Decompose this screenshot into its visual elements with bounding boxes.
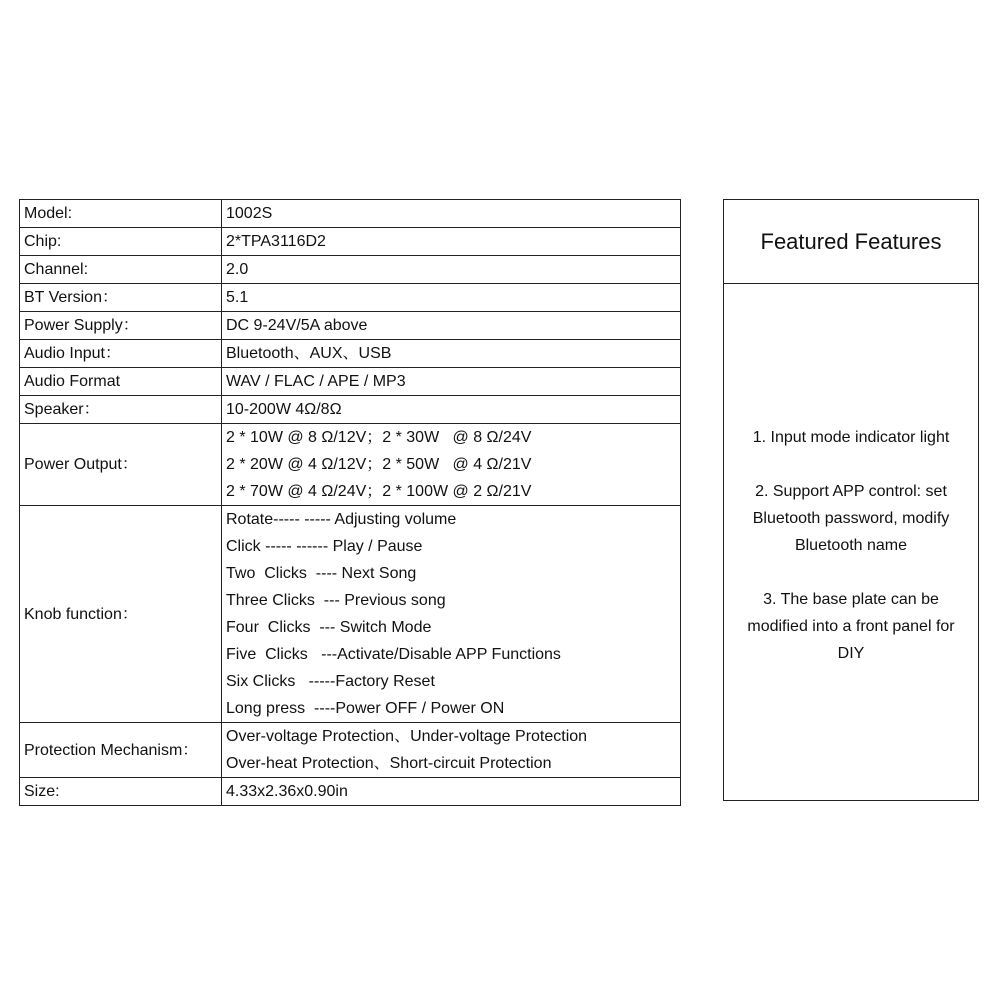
spec-value bbox=[222, 778, 681, 806]
spec-value bbox=[222, 396, 681, 424]
spec-label: Knob function： bbox=[20, 506, 222, 723]
spec-value-line: Long press ----Power OFF / Power ON bbox=[226, 700, 505, 717]
spec-value bbox=[222, 228, 681, 256]
spec-row bbox=[20, 340, 681, 368]
feature-item: 1. Input mode indicator light bbox=[752, 429, 950, 446]
spec-value-line: 2 * 10W @ 8 Ω/12V；2 * 30W @ 8 Ω/24V bbox=[226, 429, 532, 446]
spec-value bbox=[222, 256, 681, 284]
spec-value-line: Four Clicks --- Switch Mode bbox=[226, 619, 432, 636]
spec-row bbox=[20, 200, 681, 228]
spec-value-line: 1002S bbox=[226, 205, 273, 222]
spec-value bbox=[222, 368, 681, 396]
spec-value bbox=[222, 312, 681, 340]
spec-value bbox=[222, 340, 681, 368]
spec-row bbox=[20, 723, 681, 778]
feature-item: 3. The base plate can be modified into a front panel for DIY bbox=[747, 591, 955, 662]
spec-value-line: 2*TPA3116D2 bbox=[226, 233, 326, 250]
spec-row bbox=[20, 424, 681, 506]
spec-label: Chip: bbox=[20, 228, 222, 256]
feature-item: 2. Support APP control: set Bluetooth password, modify Bluetooth name bbox=[752, 483, 950, 554]
spec-value-line: 2.0 bbox=[226, 261, 249, 278]
spec-value-line: Over-heat Protection、Short-circuit Protection bbox=[226, 755, 552, 772]
spec-row bbox=[20, 228, 681, 256]
spec-value-line: Over-voltage Protection、Under-voltage Protection bbox=[226, 728, 588, 745]
spec-value bbox=[222, 284, 681, 312]
spec-row bbox=[20, 396, 681, 424]
spec-value-line: Five Clicks ---Activate/Disable APP Functions bbox=[226, 646, 561, 663]
spec-value-line: 2 * 70W @ 4 Ω/24V；2 * 100W @ 2 Ω/21V bbox=[226, 483, 532, 500]
featured-features-title: Featured Features bbox=[724, 200, 978, 284]
spec-value-line: Rotate----- ----- Adjusting volume bbox=[226, 511, 457, 528]
featured-features-list bbox=[724, 424, 978, 694]
spec-value-line: DC 9-24V/5A above bbox=[226, 317, 368, 334]
spec-value-line: 2 * 20W @ 4 Ω/12V；2 * 50W @ 4 Ω/21V bbox=[226, 456, 532, 473]
spec-label: Audio Format bbox=[20, 368, 222, 396]
spec-row bbox=[20, 778, 681, 806]
spec-value bbox=[222, 424, 681, 506]
spec-label: Speaker： bbox=[20, 396, 222, 424]
spec-value-line: 10-200W 4Ω/8Ω bbox=[226, 401, 342, 418]
spec-value bbox=[222, 506, 681, 723]
spec-value-line: 4.33x2.36x0.90in bbox=[226, 783, 348, 800]
spec-value bbox=[222, 723, 681, 778]
spec-value bbox=[222, 200, 681, 228]
spec-label: Audio Input： bbox=[20, 340, 222, 368]
featured-features-panel bbox=[723, 199, 979, 801]
spec-row bbox=[20, 284, 681, 312]
spec-label: Size: bbox=[20, 778, 222, 806]
spec-value-line: Two Clicks ---- Next Song bbox=[226, 565, 417, 582]
spec-label: Channel: bbox=[20, 256, 222, 284]
spec-row bbox=[20, 312, 681, 340]
spec-value-line: Six Clicks -----Factory Reset bbox=[226, 673, 435, 690]
spec-row bbox=[20, 368, 681, 396]
spec-value-line: Three Clicks --- Previous song bbox=[226, 592, 446, 609]
spec-label: Power Supply： bbox=[20, 312, 222, 340]
spec-value-line: Bluetooth、AUX、USB bbox=[226, 345, 392, 362]
spec-value-line: 5.1 bbox=[226, 289, 249, 306]
spec-label: Power Output： bbox=[20, 424, 222, 506]
spec-row bbox=[20, 256, 681, 284]
spec-table bbox=[19, 199, 681, 806]
spec-label: BT Version： bbox=[20, 284, 222, 312]
spec-value-line: Click ----- ------ Play / Pause bbox=[226, 538, 423, 555]
spec-label: Model: bbox=[20, 200, 222, 228]
spec-value-line: WAV / FLAC / APE / MP3 bbox=[226, 373, 406, 390]
spec-label: Protection Mechanism： bbox=[20, 723, 222, 778]
spec-row bbox=[20, 506, 681, 723]
spec-table-body bbox=[20, 200, 681, 806]
